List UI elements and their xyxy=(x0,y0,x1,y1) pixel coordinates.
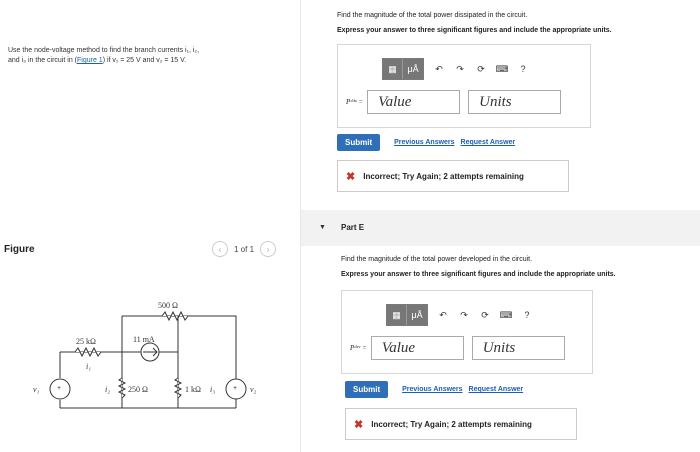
problem-line-2: and i₃ in the circuit in (Figure 1) if v₁ = 25 V and v₂ = 15 V. xyxy=(8,57,187,64)
label-i1: i₁ xyxy=(86,362,92,371)
label-v1: v₁ xyxy=(33,385,40,394)
figure-pager xyxy=(212,240,276,258)
partE-answer-box xyxy=(341,290,593,374)
label-25k-ohm: 25 kΩ xyxy=(76,337,96,346)
keyboard-icon[interactable]: ⌨ xyxy=(495,63,509,74)
label-11ma: 11 mA xyxy=(133,335,155,344)
chevron-right-icon[interactable]: › xyxy=(260,241,276,257)
collapse-triangle-icon[interactable]: ▼ xyxy=(319,224,326,231)
partD-question: Find the magnitude of the total power dissipated in the circuit. xyxy=(337,12,528,19)
right-pane xyxy=(301,0,700,452)
partD-answer-box xyxy=(337,44,591,128)
redo-icon[interactable]: ↷ xyxy=(456,63,464,74)
partE-request-answer-link[interactable]: Request Answer xyxy=(468,386,524,393)
help-icon[interactable]: ? xyxy=(524,310,530,320)
partE-variable: Pᵈᵉᵛ = xyxy=(350,344,367,352)
error-x-icon: ✖ xyxy=(346,170,356,183)
pager-text: 1 of 1 xyxy=(234,244,255,254)
partD-feedback-text: Incorrect; Try Again; 2 attempts remaining xyxy=(363,171,524,181)
partE-actions xyxy=(345,381,523,398)
resistor-1k-zigzag xyxy=(175,378,181,398)
mu-button[interactable]: μÅ xyxy=(407,64,419,74)
reset-icon[interactable]: ⟳ xyxy=(477,63,485,74)
partD-variable: Pᵈⁱˢˢ = xyxy=(346,98,364,106)
partE-toolbar xyxy=(386,305,533,325)
partE-feedback xyxy=(345,408,577,440)
partD-feedback xyxy=(337,160,569,192)
partD-links xyxy=(394,139,515,146)
v1-plus: + xyxy=(57,385,62,392)
label-1k-ohm: 1 kΩ xyxy=(185,385,201,394)
label-i3: i₃ xyxy=(210,385,216,394)
partE-units-input[interactable]: Units xyxy=(472,336,565,360)
partE-value-input[interactable]: Value xyxy=(371,336,464,360)
templates-icon[interactable]: ▦ xyxy=(387,305,407,325)
label-v2: v₂ xyxy=(250,385,257,394)
mu-button[interactable]: μÅ xyxy=(411,310,423,320)
top-wire xyxy=(122,316,236,390)
undo-icon[interactable]: ↶ xyxy=(439,309,447,320)
templates-icon[interactable]: ▦ xyxy=(383,59,403,79)
error-x-icon: ✖ xyxy=(354,418,364,431)
problem-statement xyxy=(8,46,293,66)
partD-units-input[interactable]: Units xyxy=(468,90,561,114)
help-icon[interactable]: ? xyxy=(520,64,526,74)
resistor-250-zigzag xyxy=(119,378,125,398)
keyboard-icon[interactable]: ⌨ xyxy=(499,309,513,320)
partE-previous-answers-link[interactable]: Previous Answers xyxy=(402,386,463,393)
chevron-left-icon[interactable]: ‹ xyxy=(212,241,228,257)
partD-toolbar xyxy=(382,59,529,79)
figure-link[interactable]: Figure 1 xyxy=(77,57,103,64)
partE-answer-row xyxy=(350,336,565,360)
partE-header: Part E xyxy=(341,223,365,232)
undo-icon[interactable]: ↶ xyxy=(435,63,443,74)
partD-answer-row xyxy=(346,90,561,114)
resistor-25k-zigzag xyxy=(75,348,101,356)
label-500-ohm: 500 Ω xyxy=(158,301,178,310)
problem-line-1: Use the node-voltage method to find the branch currents i₁, i₂, xyxy=(8,47,200,54)
partE-header-band[interactable] xyxy=(301,210,700,246)
redo-icon[interactable]: ↷ xyxy=(460,309,468,320)
partD-templates-group xyxy=(382,58,424,80)
partE-templates-group xyxy=(386,304,428,326)
left-pane xyxy=(0,0,300,452)
partE-instruction: Express your answer to three significant figures and include the appropriate units. xyxy=(341,271,616,278)
label-i2: i₂ xyxy=(105,385,111,394)
v2-plus: + xyxy=(233,385,238,392)
partD-actions xyxy=(337,134,515,151)
partE-links xyxy=(402,386,523,393)
partD-previous-answers-link[interactable]: Previous Answers xyxy=(394,139,455,146)
figure-label: Figure xyxy=(4,244,35,255)
partD-value-input[interactable]: Value xyxy=(367,90,460,114)
circuit-diagram xyxy=(30,290,270,420)
resistor-500-zigzag xyxy=(162,312,188,320)
label-250-ohm: 250 Ω xyxy=(128,385,148,394)
partD-request-answer-link[interactable]: Request Answer xyxy=(460,139,516,146)
partD-instruction: Express your answer to three significant figures and include the appropriate units. xyxy=(337,27,612,34)
reset-icon[interactable]: ⟳ xyxy=(481,309,489,320)
partD-submit-button[interactable]: Submit xyxy=(337,134,380,151)
partE-submit-button[interactable]: Submit xyxy=(345,381,388,398)
partE-question: Find the magnitude of the total power developed in the circuit. xyxy=(341,256,533,263)
partE-feedback-text: Incorrect; Try Again; 2 attempts remaining xyxy=(371,419,532,429)
